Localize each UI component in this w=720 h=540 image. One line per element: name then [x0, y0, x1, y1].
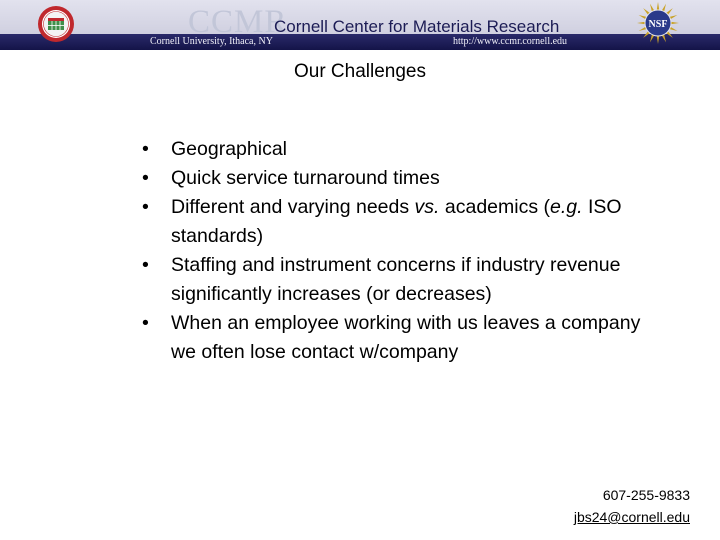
center-name: Cornell Center for Materials Research	[274, 17, 560, 36]
bullet-text-part: Different and varying needs	[171, 196, 415, 218]
bullet-text: Staffing and instrument concerns if industry revenue significantly increases (or decreases)	[171, 254, 621, 305]
bullet-icon: •	[142, 167, 149, 189]
bullet-icon: •	[142, 254, 149, 276]
challenges-list	[142, 135, 642, 367]
bullet-text: Quick service turnaround times	[171, 167, 440, 189]
bullet-text	[171, 196, 622, 247]
list-item	[142, 135, 642, 164]
nsf-logo	[636, 1, 680, 45]
email-link[interactable]: jbs24@cornell.edu	[573, 509, 690, 525]
bullet-icon: •	[142, 312, 149, 334]
ccmr-logo-text: CCMR	[188, 4, 288, 40]
italic-vs: vs.	[414, 196, 440, 218]
list-item	[142, 193, 642, 251]
website-url[interactable]: http://www.ccmr.cornell.edu	[453, 36, 568, 47]
bullet-text: Geographical	[171, 138, 287, 160]
list-item	[142, 309, 642, 367]
bullet-icon: •	[142, 138, 149, 160]
university-line: Cornell University, Ithaca, NY	[150, 36, 273, 47]
ccmr-seal-logo	[37, 5, 75, 43]
header-banner	[0, 0, 720, 50]
list-item	[142, 164, 642, 193]
nsf-logo-text: NSF	[648, 19, 668, 30]
bullet-text: When an employee working with us leaves a company we often lose contact w/company	[171, 312, 641, 363]
italic-eg: e.g.	[550, 196, 583, 218]
bullet-icon: •	[142, 196, 149, 218]
list-item	[142, 251, 642, 309]
slide-title: Our Challenges	[293, 61, 427, 82]
bullet-text-part: academics (	[439, 196, 551, 218]
bullet-text-part: ISO standards)	[171, 196, 622, 247]
contact-info	[574, 484, 690, 528]
phone-number: 607-255-9833	[602, 487, 690, 503]
